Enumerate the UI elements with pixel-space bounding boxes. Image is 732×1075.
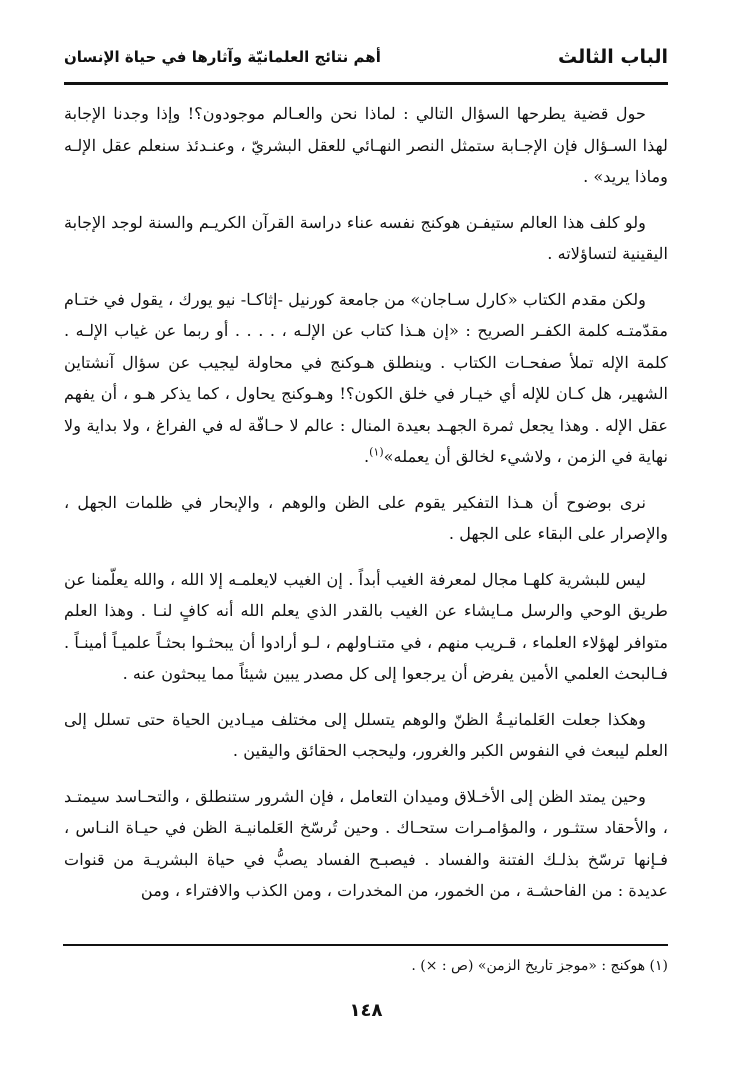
header-divider [64,82,668,85]
running-head [64,40,668,78]
paragraph: حول قضية يطرحها السؤال التالي : لماذا نحن والعـالم موجودون؟! وإذا وجدنا الإجابة لهذا السـؤال فإن الإجـابة ستمثل النصر النهـائي للعقل البشريّ ، وعنـدئذ سنعلم عقل الإلـه وماذا يريد» . [64,104,668,186]
paragraph: وهكذا جعلت العَلمانيـةُ الظنّ والوهم يتسلل إلى مختلف ميـادين الحياة حتى تسلل إلى العلم ليبعث في النفوس الكبر والغرور، وليحجب الحقائق واليقين . [64,709,668,760]
paragraph: وحين يمتد الظن إلى الأخـلاق وميدان التعامل ، فإن الشرور ستنطلق ، والتحـاسد سيمتـد ، والأحقاد ستثـور ، والمؤامـرات ستحـاك . وحين تُرسّخ العَلمانيـة الظن في حيـاة النـاس ، فـإنها ترسّخ بذلـك الفتنة والفساد . فيصبـح الفساد يصبُّ في حياة البشريـة من قنوات عديدة : من الفاحشـة ، من الخمور، من المخدرات ، ومن الكذب والافتراء ، ومن [64,786,668,900]
page-number: ١٤٨ [349,1000,383,1021]
paragraph: نرى بوضوح أن هـذا التفكير يقوم على الظن والوهم ، والإبحار في ظلمات الجهل ، والإصرار على البقاء على الجهل . [64,492,668,543]
paragraph-text: ولكن مقدم الكتاب «كارل سـاجان» من جامعة كورنيل -إثاكـا- نيو يورك ، يقول في ختـام مقدّمتـه كلمة الكفـر الصريح : «إن هـذا كتاب عن الإلـه ، . . . . أو ربما عن غياب الإلـه . كلمة الإله تملأ صفحـات الكتاب . وينطلق هـوكنج في محاولة ليجيب عن سؤال آنشتاين الشهير، هل كـان للإله أي خيـار في خلق الكون؟! وهـوكنج يحاول ، كما يذكر هـو ، أن يفهم عقل الإله . وهذا يجعل ثمرة الجهـد بعيدة المنال : عالم لا حـافّة له في الفراغ ، ولا بداية ولا نهاية في الزمن ، ولاشيء لخالق أن يعمله» [64,289,668,466]
footnote: (١) هوكنج : «موجز تاريخ الزمن» (ص : ×) . [411,958,668,974]
footnote-marker[interactable]: (١) [369,445,384,459]
paragraph: ولكن مقدم الكتاب «كارل سـاجان» من جامعة كورنيل -إثاكـا- نيو يورك ، يقول في ختـام مقدّمتـه كلمة الكفـر الصريح : «إن هـذا كتاب عن الإلـه ، . . . . أو ربما عن غياب الإلـه . كلمة الإله تملأ صفحـات الكتاب . وينطلق هـوكنج في محاولة ليجيب عن سؤال آنشتاين الشهير، هل كـان للإله أي خيـار في خلق الكون؟! وهـوكنج يحاول ، كما يذكر هـو ، أن يفهم عقل الإله . وهذا يجعل ثمرة الجهـد بعيدة المنال : عالم لا حـافّة له في الفراغ ، ولا بداية ولا نهاية في الزمن ، ولاشيء لخالق أن يعمله»$^{(١)}$. [64,289,668,466]
running-head-subject: أهم نتائج العلمانيّة وآثارها في حياة الإنسان [64,48,381,66]
paragraph: ولو كلف هذا العالم ستيفـن هوكنج نفسه عناء دراسة القرآن الكريـم والسنة لوجد الإجابة اليقينية لتساؤلاته . [64,212,668,263]
chapter-title: الباب الثالث [557,46,668,68]
footnote-divider [63,944,668,946]
body-text [64,98,668,921]
paragraph: ليس للبشرية كلهـا مجال لمعرفة الغيب أبداً . إن الغيب لايعلمـه إلا الله ، والله يعلّمنا عن طريق الوحي والرسل مـايشاء عن الغيب بالقدر الذي يعلم الله أنه كافٍ لنـا . وهذا العلم متوافر لهؤلاء العلماء ، قـريب منهم ، في متنـاولهم ، لـو أرادوا أن يبحثـوا بحثـاً علميـاً أمينـاً . فـالبحث العلمي الأمين يفرض أن يرجعوا إلى كل مصدر يبين شيئاً مما يبحثون عنه . [64,569,668,683]
